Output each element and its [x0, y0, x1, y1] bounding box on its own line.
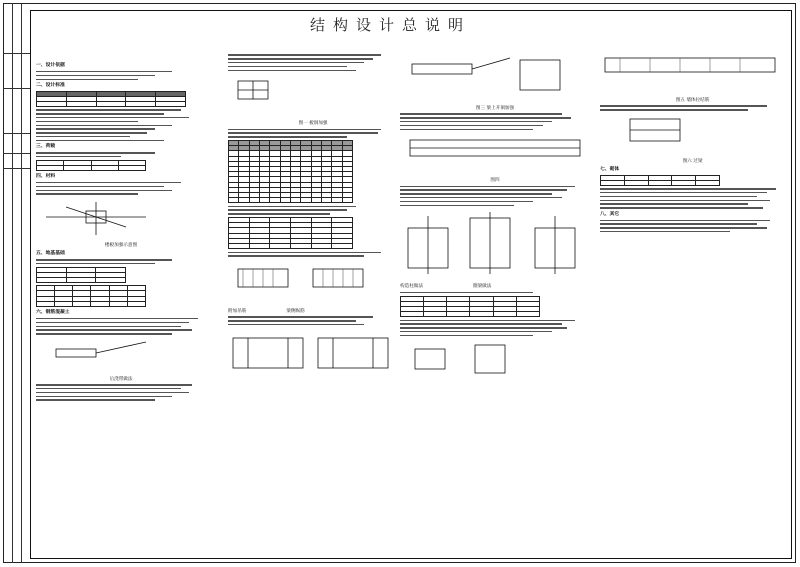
- col3-detail-2: [400, 132, 590, 172]
- col1-heading-4: 四、材料: [36, 174, 56, 180]
- col1-caption-2: 后浇带做法: [109, 376, 133, 382]
- table-cell: [259, 198, 269, 203]
- col1-table-3: [36, 267, 126, 284]
- column-3: [400, 52, 590, 383]
- col1-heading-5: 五、地基基础: [36, 251, 65, 257]
- table-cell: [290, 198, 300, 203]
- col1-heading-1: 一、设计依据: [36, 63, 65, 68]
- col4-detail-1: [600, 52, 785, 92]
- table-cell: [270, 198, 280, 203]
- column-1: [36, 60, 206, 403]
- col3-caption-4: 圈梁做法: [472, 284, 492, 290]
- col1-heading-6: 六、钢筋混凝土: [36, 310, 70, 316]
- table-cell: [280, 198, 290, 203]
- col3-detail-1: [400, 52, 590, 100]
- col4-detail-2: [600, 113, 785, 153]
- col3-detail-3: [400, 208, 590, 278]
- col4-caption-2: 图六 过梁: [682, 158, 703, 164]
- col4-caption-1: 图五 墙体拉结筋: [675, 98, 710, 103]
- binding-strip: [3, 3, 30, 563]
- col3-caption-1: 图三 梁上开洞加强: [475, 106, 515, 111]
- column-4: [600, 52, 785, 235]
- table-cell: [301, 198, 311, 203]
- col2-detail-2: [228, 259, 398, 303]
- column-2: [228, 52, 398, 388]
- table-cell: [321, 198, 331, 203]
- col3-caption-2: 图四: [490, 178, 500, 184]
- col2-detail-1: [228, 73, 388, 115]
- table-cell: [229, 198, 239, 203]
- col1-table-2: [36, 160, 146, 171]
- sheet-title: 结构设计总说明: [310, 16, 472, 34]
- col2-caption-4: 梁侧纵筋: [286, 309, 305, 315]
- col4-heading-1: 七、砌体: [600, 166, 620, 172]
- col2-detail-3: [228, 328, 398, 384]
- col1-detail-2: [36, 337, 156, 371]
- table-cell: [239, 198, 249, 203]
- col1-table-1: [36, 91, 186, 108]
- col4-heading-2: 八、其它: [600, 211, 620, 217]
- table-cell: [332, 198, 342, 203]
- main-table: [228, 140, 353, 203]
- col2-caption-3: 附加吊筋: [228, 309, 247, 315]
- col3-caption-3: 构造柱做法: [400, 284, 423, 290]
- table-cell: [311, 198, 321, 203]
- col3-detail-4: [400, 339, 590, 379]
- col4-table-1: [600, 175, 720, 186]
- col1-caption-1: 楼板加强示意图: [104, 243, 138, 249]
- col1-heading-2: 二、设计标准: [36, 82, 65, 88]
- table-cell: [342, 198, 352, 203]
- col1-table-4: [36, 285, 146, 307]
- col2-caption-1: 图一 板洞加强: [298, 121, 328, 127]
- table-cell: [249, 198, 259, 203]
- col3-table-1: [400, 296, 540, 318]
- col2-table-2: [228, 217, 353, 249]
- col1-heading-3: 三、荷载: [36, 144, 56, 150]
- col1-text: [36, 63, 206, 89]
- col1-detail-1: [36, 197, 156, 237]
